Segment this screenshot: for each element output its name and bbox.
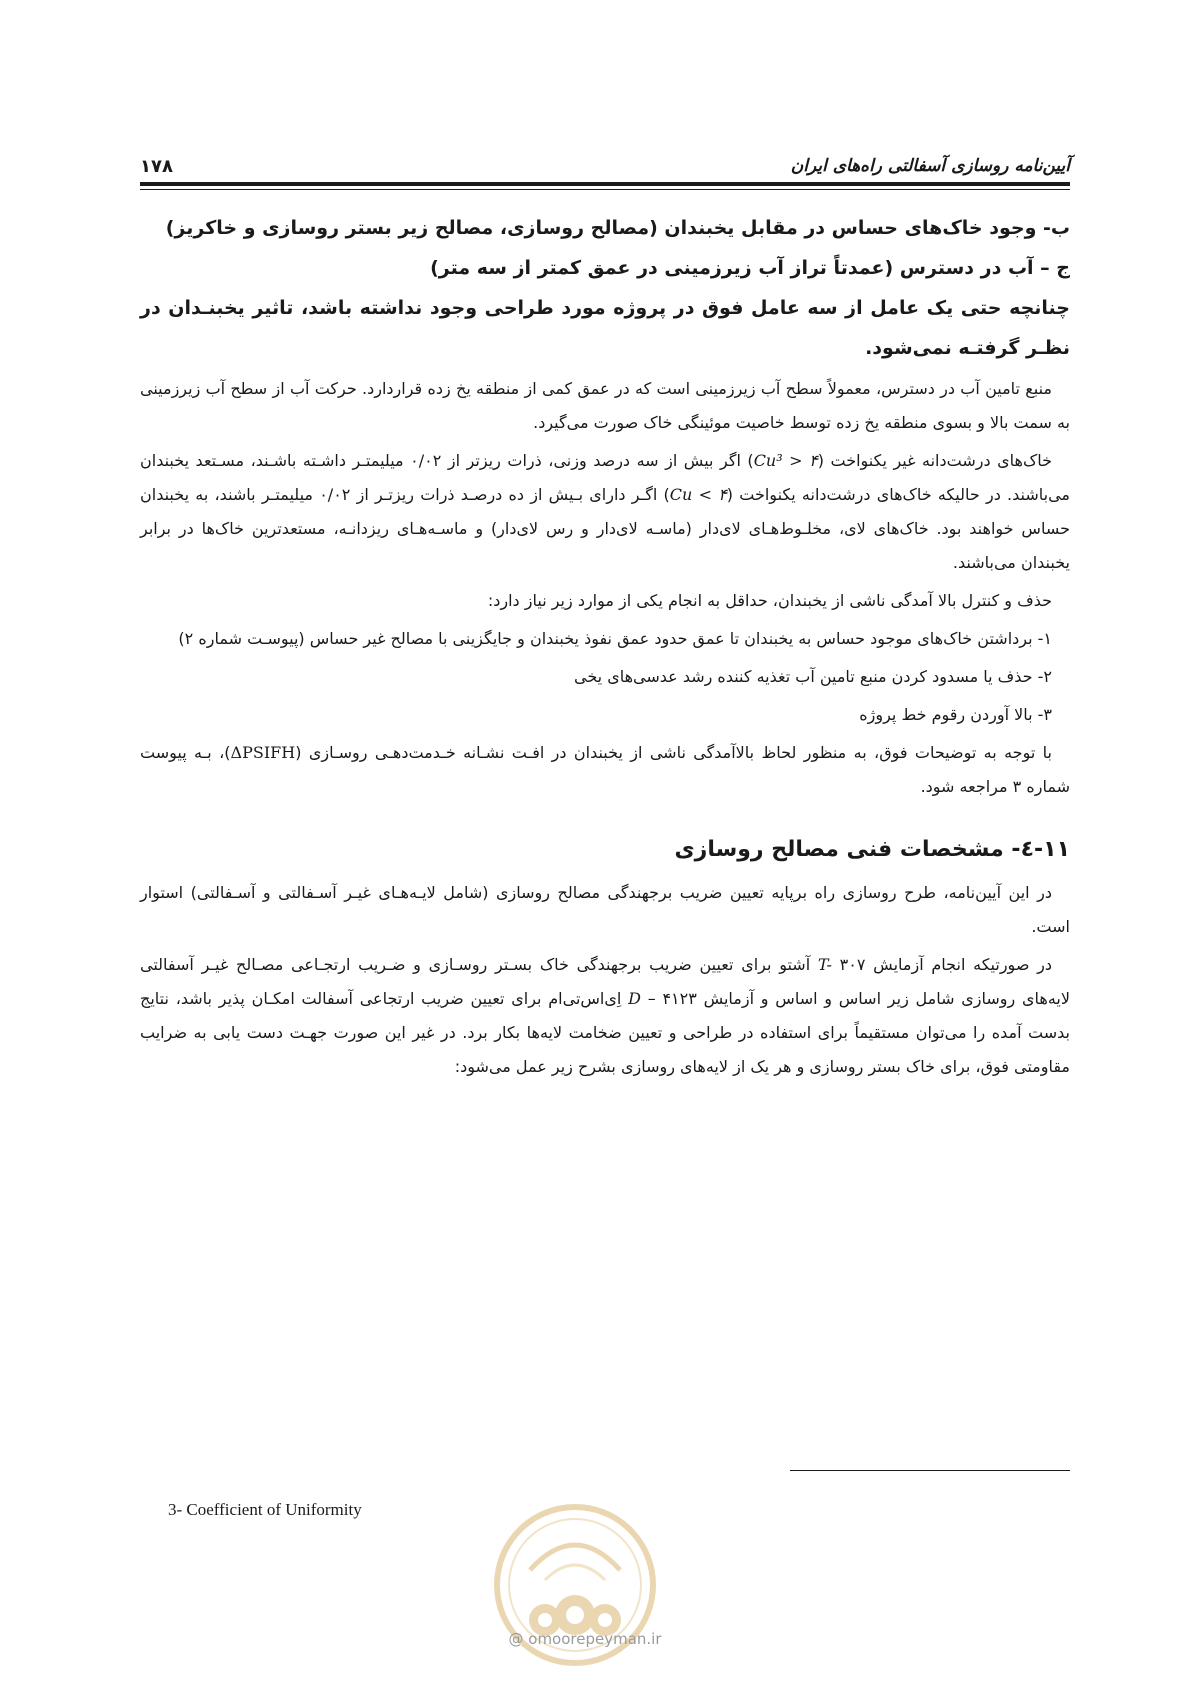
paragraph-soil-susceptibility xyxy=(140,444,1070,580)
paragraph-design-basis: در این آیین‌نامه، طرح روسازی راه برپایه تعیین ضریب برجهندگی مصالح روسازی (شامل لایـه‌هـای غیـر آسـفالتی و آسـفالتی) استوار است. xyxy=(140,883,1070,936)
measure-item-3: ۳- بالا آوردن رقوم خط پروژه xyxy=(859,705,1052,724)
footnote: 3- Coefficient of Uniformity xyxy=(168,1500,362,1519)
text-segment: )، بـه پیوست شماره ۳ مراجعه شود. xyxy=(140,743,1070,796)
measure-item-1: ۱- برداشتن خاک‌های موجود حساس به یخبندان تا عمق حدود عمق نفوذ یخبندان و جایگزینی با مصالح غیر حساس (پیوسـت شماره ۲) xyxy=(178,629,1052,648)
header-rule-thick xyxy=(140,182,1070,186)
running-title: آیین‌نامه روسازی آسفالتی راه‌های ایران xyxy=(790,156,1070,176)
math-delta-psi: ΔPSIFH xyxy=(230,743,296,762)
math-uniformity-coefficient: Cu³ > ۴ xyxy=(753,451,818,470)
page-header xyxy=(140,152,1070,180)
intro-item-b: ب- وجود خاک‌های حساس در مقابل یخبندان (مصالح روسازی، مصالح زیر بستر روسازی و خاکریز) xyxy=(165,217,1070,239)
text-segment: ) اگر بیش از سه درصد وزنی، ذرات ریزتر از ۰/۰۲ میلیمتـر داشـته باشـند، مسـتعد یخبندان می‌باشند. در حالیکه خاک‌های درشت‌دانه یکنواخت ( xyxy=(140,451,1070,504)
watermark-site-text: omoorepeyman.ir xyxy=(528,1630,662,1648)
footnote-rule xyxy=(790,1470,1070,1471)
text-segment: با توجه به توضیحات فوق، به منظور لحاظ بالاآمدگی ناشی از یخبندان در افـت نشـانه خـدمت‌دهـی روسـازی ( xyxy=(295,743,1052,762)
header-rule-thin xyxy=(140,189,1070,190)
bold-note: چنانچه حتی یک عامل از سه عامل فوق در پروژه مورد طراحی وجود نداشته باشد، تاثیر یخبنـدان در نظـر گرفتـه نمی‌شود. xyxy=(140,297,1070,359)
text-segment: اِی‌اس‌تی‌ام برای تعیین ضریب ارتجاعی آسفالت امکـان پذیر باشد، نتایج بدست آمده را می‌توان مستقیماً برای استفاده در طراحی و تعیین ضخامت لایه‌ها بکار برد. در غیر این صورت جهـت دست یابی به ضرایب مقاومتی فوق، برای خاک بستر روسازی و هر یک از لایه‌های روسازی بشرح زیر عمل می‌شود: xyxy=(140,989,1070,1076)
page-body xyxy=(140,208,1070,1084)
math-test-t: T- xyxy=(817,955,832,974)
measure-item-2: ۲- حذف یا مسدود کردن منبع تامین آب تغذیه کننده رشد عدسی‌های یخی xyxy=(574,667,1052,686)
paragraph-control-measures: حذف و کنترل بالا آمدگی ناشی از یخبندان، حداقل به انجام یکی از موارد زیر نیاز دارد: xyxy=(487,591,1052,610)
intro-item-c: ج – آب در دسترس (عمدتاً تراز آب زیرزمینی در عمق کمتر از سه متر) xyxy=(430,257,1070,279)
paragraph-psi-loss xyxy=(140,736,1070,804)
math-uniformity-coefficient-uniform: Cu < ۴ xyxy=(669,485,727,504)
math-test-d: D xyxy=(628,989,641,1008)
text-segment: خاک‌های درشت‌دانه غیر یکنواخت ( xyxy=(817,451,1053,470)
text-segment: ) اگـر دارای بـیش از ده درصـد ذرات ریزتـر از ۰/۰۲ میلیمتـر باشند، به یخبندان حساس خواهند بود. خاک‌های لای، مخلـوط‌هـای لای‌دار (ماسـه لای‌دار و رس لای‌دار) و ماسـه‌هـای ریزدانـه، مستعدترین خاک‌ها در برابر یخبندان می‌باشند. xyxy=(140,485,1070,572)
page-number: ۱۷۸ xyxy=(140,156,173,177)
section-heading: ۱۱-٤- مشخصات فنی مصالح روسازی xyxy=(674,837,1070,862)
paragraph-testing xyxy=(140,948,1070,1084)
paragraph-water-source: منبع تامین آب در دسترس، معمولاً سطح آب زیرزمینی است که در عمق کمی از منطقه یخ زده قراردارد. حرکت آب از سطح آب زیرزمینی به سمت بالا و بسوی منطقه یخ زده توسط خاصیت موئینگی خاک صورت می‌گیرد. xyxy=(140,379,1070,432)
text-segment: در صورتیکه انجام آزمایش ۳۰۷ xyxy=(831,955,1053,974)
watermark-site: @ omoorepeyman.ir xyxy=(508,1630,662,1648)
text-segment: آشتو برای تعیین ضریب برجهندگی خاک بسـتر روسـازی و ضـریب ارتجـاعی مصـالح غیـر آسفالتی لایه‌های روسازی شامل زیر اساس و اساس و آزمایش ۴۱۲۳ – xyxy=(140,955,1070,1008)
